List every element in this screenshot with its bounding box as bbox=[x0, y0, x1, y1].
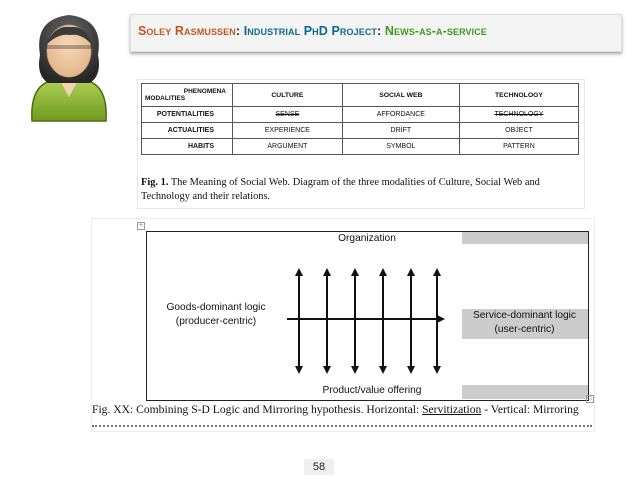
label-service-dominant-logic: Service-dominant logic bbox=[472, 310, 577, 321]
figure-1-caption bbox=[141, 176, 581, 204]
figure-1 bbox=[137, 79, 585, 209]
label-goods-dominant-logic: Goods-dominant logic bbox=[166, 302, 266, 313]
table-header-row bbox=[142, 84, 579, 107]
row-header: HABITS bbox=[142, 139, 233, 155]
corner-label-modalities: MODALITIES bbox=[145, 95, 186, 102]
row-header: POTENTIALITIES bbox=[142, 107, 233, 123]
column-header: TECHNOLOGY bbox=[459, 84, 578, 107]
table-row bbox=[142, 107, 579, 123]
figure-2-caption-underlined: Servitization bbox=[422, 403, 482, 416]
table-cell: SENSE bbox=[233, 107, 343, 123]
corner-label-phenomena: PHENOMENA bbox=[183, 88, 226, 95]
table-cell: AFFORDANCE bbox=[342, 107, 459, 123]
sd-logic-diagram bbox=[146, 231, 589, 401]
modalities-table bbox=[141, 83, 579, 155]
column-header: SOCIAL WEB bbox=[342, 84, 459, 107]
corner-cell bbox=[142, 84, 233, 107]
figure-1-caption-text: The Meaning of Social Web. Diagram of the three modalities of Culture, Social Web and Technology and their relations. bbox=[141, 177, 540, 202]
table-cell: DRIFT bbox=[342, 123, 459, 139]
title-author: Soley Rasmussen bbox=[138, 24, 236, 38]
resize-handle-icon[interactable]: □ bbox=[586, 395, 594, 403]
label-organization: Organization bbox=[338, 233, 396, 244]
figure-2-caption-suffix: - Vertical: Mirroring bbox=[481, 403, 579, 416]
table-cell: PATTERN bbox=[459, 139, 578, 155]
figure-2 bbox=[91, 218, 595, 432]
label-user-centric: (user-centric) bbox=[494, 324, 555, 335]
title-service: News-as-a-service bbox=[384, 24, 487, 38]
label-product-value-offering: Product/value offering bbox=[322, 385, 422, 396]
table-cell: SYMBOL bbox=[342, 139, 459, 155]
figure-2-caption bbox=[92, 403, 592, 416]
table-cell: ARGUMENT bbox=[233, 139, 343, 155]
table-row bbox=[142, 139, 579, 155]
table-cell: TECHNOLOGY bbox=[459, 107, 578, 123]
title-separator-1: : bbox=[235, 24, 244, 38]
table-row bbox=[142, 123, 579, 139]
move-handle-icon[interactable]: + bbox=[137, 222, 145, 230]
avatar-icon bbox=[10, 5, 128, 123]
figure-2-caption-prefix: Fig. XX: Combining S-D Logic and Mirroring hypothesis. Horizontal: bbox=[92, 403, 423, 416]
row-header: ACTUALITIES bbox=[142, 123, 233, 139]
figure-1-caption-label: Fig. 1. bbox=[141, 177, 169, 188]
slide-title bbox=[138, 24, 618, 38]
column-header: CULTURE bbox=[233, 84, 343, 107]
cut-off-text-line bbox=[92, 423, 592, 428]
page-number: 58 bbox=[312, 461, 326, 473]
title-project: Industrial PhD Project bbox=[243, 24, 378, 38]
table-cell: EXPERIENCE bbox=[233, 123, 343, 139]
title-separator-2: : bbox=[377, 24, 385, 38]
table-cell: OBJECT bbox=[459, 123, 578, 139]
label-producer-centric: (producer-centric) bbox=[175, 316, 257, 327]
